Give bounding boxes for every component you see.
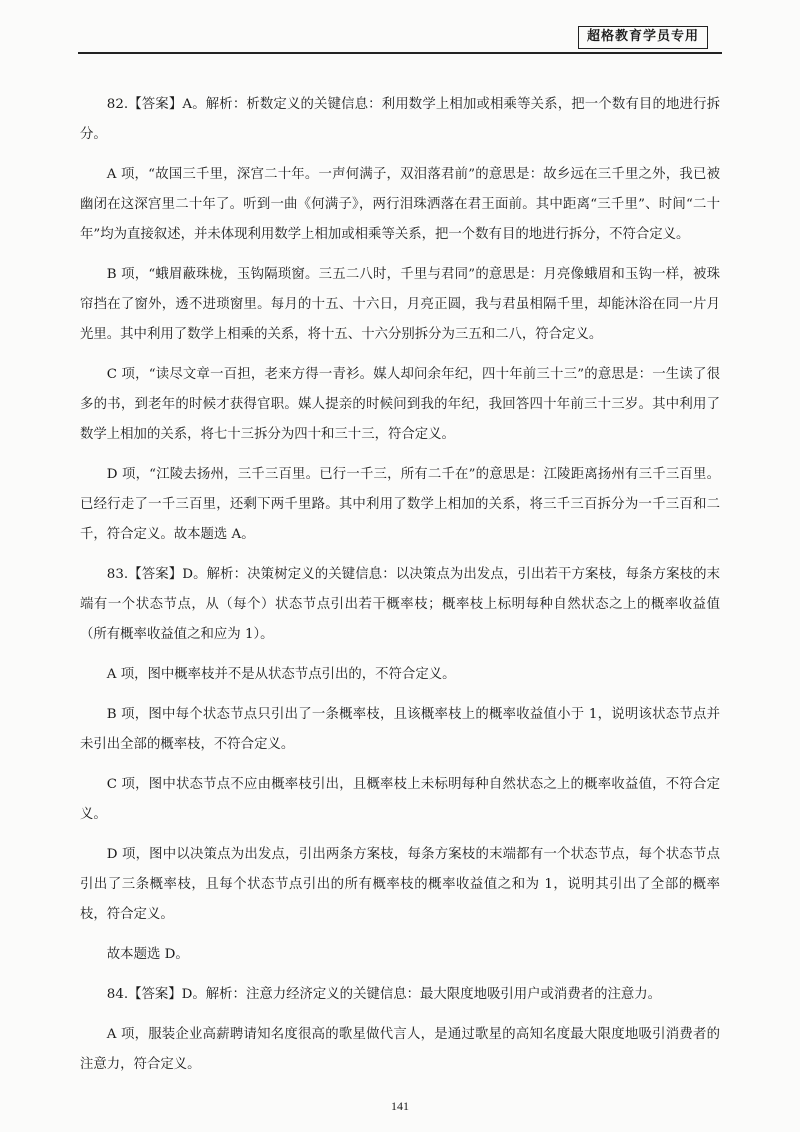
header-rule [78, 52, 722, 54]
answer-82-paragraph: 82.【答案】A。解析：析数定义的关键信息：利用数学上相加或相乘等关系，把一个数有目的地进行拆分。 [80, 97, 720, 142]
page-number: 141 [391, 1099, 409, 1113]
answer-83-paragraph: 83.【答案】D。解析：决策树定义的关键信息：以决策点为出发点，引出若干方案枝，每条方案枝的末端有一个状态节点，从（每个）状态节点引出若干概率枝；概率枝上标明每种自然状态之上的概率收益值（所有概率收益值之和应为 1）。 [80, 567, 720, 642]
answer-83-option-b: B 项，图中每个状态节点只引出了一条概率枝，且该概率枝上的概率收益值小于 1，说明该状态节点并未引出全部的概率枝，不符合定义。 [80, 707, 720, 752]
content-body [80, 90, 720, 1090]
answer-82-option-b: B 项，“蛾眉蔽珠栊，玉钩隔琐窗。三五二八时，千里与君同”的意思是：月亮像蛾眉和玉钩一样，被珠帘挡在了窗外，透不进琐窗里。每月的十五、十六日，月亮正圆，我与君虽相隔千里，却能沐浴在同一片月光里。其中利用了数学上相乘的关系，将十五、十六分别拆分为三五和二八，符合定义。 [80, 267, 720, 342]
header-label: 超格教育学员专用 [578, 26, 708, 49]
answer-82-option-c: C 项，“读尽文章一百担，老来方得一青衫。媒人却问余年纪，四十年前三十三”的意思是：一生读了很多的书，到老年的时候才获得官职。媒人提亲的时候问到我的年纪，我回答四十年前三十三岁。其中利用了数学上相加的关系，将七十三拆分为四十和三十三，符合定义。 [80, 367, 720, 442]
answer-83-option-c: C 项，图中状态节点不应由概率枝引出，且概率枝上未标明每种自然状态之上的概率收益值，不符合定义。 [80, 777, 720, 822]
answer-84-paragraph: 84.【答案】D。解析：注意力经济定义的关键信息：最大限度地吸引用户或消费者的注意力。 [106, 987, 662, 1002]
answer-82-option-d: D 项，“江陵去扬州，三千三百里。已行一千三，所有二千在”的意思是：江陵距离扬州有三千三百里。已经行走了一千三百里，还剩下两千里路。其中利用了数学上相加的关系，将三千三百拆分为一千三百和二千，符合定义。故本题选 A。 [80, 467, 720, 542]
answer-82-option-a: A 项，“故国三千里，深宫二十年。一声何满子，双泪落君前”的意思是：故乡远在三千里之外，我已被幽闭在这深宫里二十年了。听到一曲《何满子》，两行泪珠洒落在君王面前。其中距离“三千里”、时间“二十年”均为直接叙述，并未体现利用数学上相加或相乘等关系，把一个数有目的地进行拆分，不符合定义。 [80, 167, 720, 242]
answer-83-option-d: D 项，图中以决策点为出发点，引出两条方案枝，每条方案枝的末端都有一个状态节点，每个状态节点引出了三条概率枝，且每个状态节点引出的所有概率枝的概率收益值之和为 1，说明其引出了全部的概率枝，符合定义。 [80, 847, 720, 922]
answer-83-conclusion: 故本题选 D。 [106, 947, 189, 962]
answer-83-option-a: A 项，图中概率枝并不是从状态节点引出的，不符合定义。 [106, 667, 456, 682]
answer-84-option-a: A 项，服装企业高薪聘请知名度很高的歌星做代言人，是通过歌星的高知名度最大限度地吸引消费者的注意力，符合定义。 [80, 1027, 720, 1072]
